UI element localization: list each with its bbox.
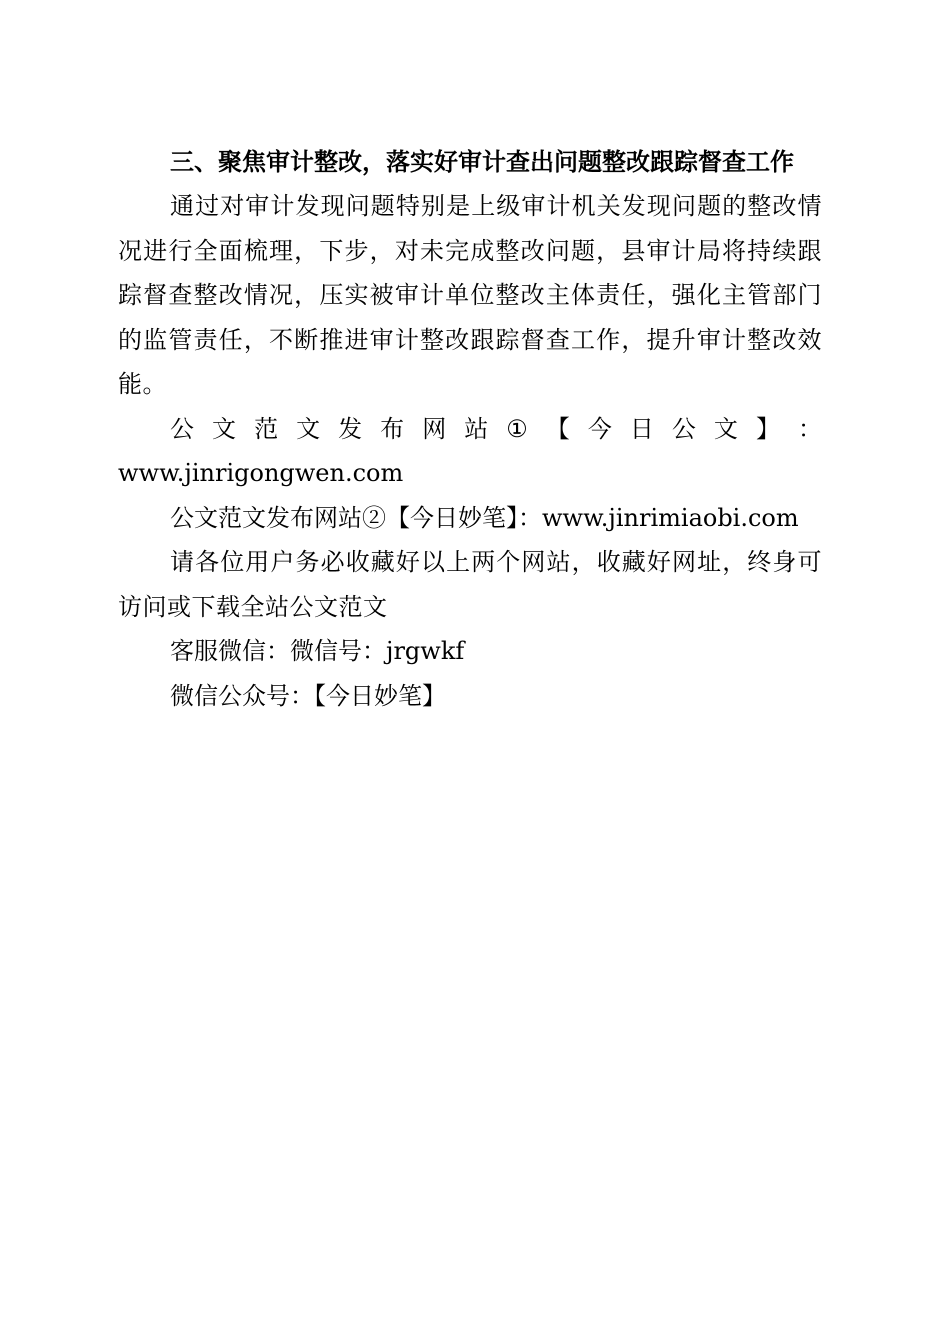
site1-char: 文: [296, 414, 321, 443]
body-paragraph: 通过对审计发现问题特别是上级审计机关发现问题的整改情况进行全面梳理，下步，对未完成整改问题，县审计局将持续跟踪督查整改情况，压实被审计单位整改主体责任，强化主管部门的监管责任，不断推进审计整改跟踪督查工作，提升审计整改效能。: [118, 192, 822, 398]
wechat-public-account: 微信公众号：【今日妙笔】: [170, 681, 446, 710]
site1-url: www.jinrigongwen.com: [118, 459, 404, 487]
site1-label: [118, 407, 822, 452]
site1-char: 范: [254, 414, 279, 443]
site1-char: 文: [713, 414, 738, 443]
site1-char: ①: [506, 414, 528, 443]
site1-char: 文: [212, 414, 237, 443]
site1-char: 日: [629, 414, 654, 443]
site1-line: [118, 407, 822, 496]
site1-char: 布: [380, 414, 405, 443]
site1-char: 】: [755, 414, 780, 443]
site2-line: 公文范文发布网站②【今日妙笔】：www.jinrimiaobi.com: [170, 503, 799, 532]
site1-char: 站: [464, 414, 489, 443]
site1-char: 网: [422, 414, 447, 443]
wechat-service: 客服微信：微信号：jrgwkf: [170, 637, 465, 665]
section-heading: 三、聚焦审计整改，落实好审计查出问题整改跟踪督查工作: [170, 148, 794, 176]
site1-char: ：: [797, 414, 822, 443]
document-page: [118, 140, 822, 718]
site1-char: 公: [170, 414, 194, 443]
site1-char: 【: [545, 414, 570, 443]
site1-char: 公: [671, 414, 696, 443]
site1-char: 发: [338, 414, 363, 443]
site1-char: 今: [587, 414, 612, 443]
bookmark-notice: 请各位用户务必收藏好以上两个网站，收藏好网址，终身可访问或下载全站公文范文: [118, 548, 822, 621]
